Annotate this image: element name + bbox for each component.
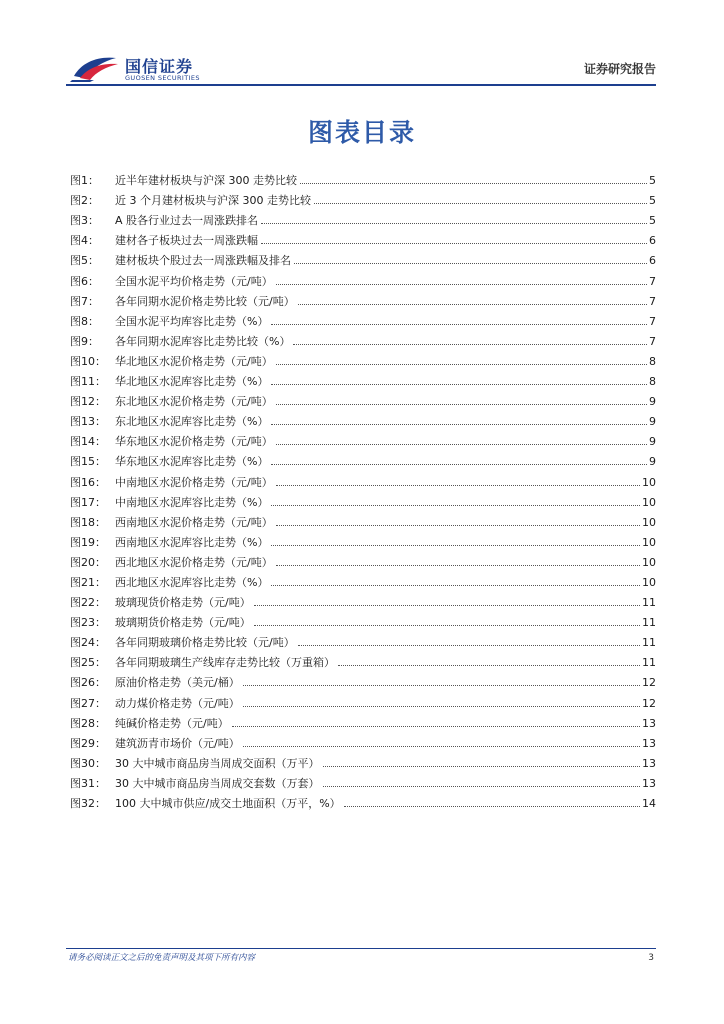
toc-entry-label: 图11： (70, 375, 106, 389)
toc-entry-title: 华北地区水泥价格走势（元/吨） (115, 354, 273, 368)
logo-cn-text: 国信证券 (125, 57, 194, 76)
toc-entry[interactable] (70, 630, 656, 650)
toc-entry-label: 图32： (70, 797, 106, 810)
toc-entry-page: 10 (642, 555, 656, 569)
toc-entry-page: 6 (649, 234, 656, 248)
toc-entry-label: 图18： (70, 515, 106, 529)
toc-entry-page: 12 (642, 676, 656, 690)
toc-entry-leader (254, 625, 640, 626)
toc-entry[interactable] (70, 289, 656, 309)
toc-entry-leader (276, 565, 640, 566)
toc-entry-leader (271, 585, 640, 586)
toc-entry-title: 华东地区水泥价格走势（元/吨） (115, 435, 273, 449)
toc-entry-page: 13 (642, 756, 656, 770)
toc-entry-title: 动力煤价格走势（元/吨） (115, 696, 240, 710)
toc-entry-leader (261, 223, 647, 224)
toc-entry-leader (276, 485, 640, 486)
toc-entry-label: 图24： (70, 636, 106, 650)
toc-entry[interactable] (70, 188, 656, 208)
toc-entry-title: 建材板块个股过去一周涨跌幅及排名 (115, 254, 291, 268)
toc-entry-leader (276, 364, 647, 365)
toc-entry-title: 全国水泥平均库容比走势（%） (115, 314, 269, 328)
toc-entry-title: 100 大中城市供应/成交土地面积（万平，%） (115, 797, 341, 810)
toc-entry-page: 10 (642, 495, 656, 509)
toc-entry-page: 11 (642, 656, 656, 670)
toc-entry-label: 图27： (70, 696, 106, 710)
toc-entry-page: 8 (649, 354, 656, 368)
toc-entry-page: 9 (649, 395, 656, 409)
toc-entry[interactable] (70, 449, 656, 469)
toc-entry-page: 9 (649, 455, 656, 469)
toc-entry[interactable] (70, 771, 656, 791)
footer-divider (66, 948, 656, 949)
toc-entry-page: 7 (649, 294, 656, 308)
toc-entry-label: 图1： (70, 174, 99, 188)
toc-entry-leader (243, 746, 640, 747)
toc-entry-label: 图2： (70, 194, 99, 208)
toc-entry[interactable] (70, 550, 656, 570)
toc-entry-page: 10 (642, 535, 656, 549)
toc-entry-label: 图26： (70, 676, 106, 690)
toc-entry[interactable] (70, 590, 656, 610)
toc-entry-title: 东北地区水泥价格走势（元/吨） (115, 395, 273, 409)
toc-entry-title: 原油价格走势（美元/桶） (115, 676, 240, 690)
toc-entry-title: 建材各子板块过去一周涨跌幅 (115, 234, 258, 248)
toc-entry-label: 图17： (70, 495, 106, 509)
toc-entry-leader (293, 344, 647, 345)
toc-entry-label: 图4： (70, 234, 99, 248)
toc-entry-leader (271, 384, 647, 385)
page-header (70, 50, 656, 86)
footer-disclaimer: 请务必阅读正文之后的免责声明及其项下所有内容 (68, 953, 256, 963)
toc-entry-page: 9 (649, 435, 656, 449)
toc-entry-title: 各年同期玻璃生产线库存走势比较（万重箱） (115, 656, 335, 670)
toc-entry[interactable] (70, 469, 656, 489)
toc-entry[interactable] (70, 369, 656, 389)
toc-entry-title: 各年同期水泥库容比走势比较（%） (115, 334, 291, 348)
toc-entry-label: 图30： (70, 756, 106, 770)
toc-entry-label: 图23： (70, 616, 106, 630)
toc-entry-page: 13 (642, 736, 656, 750)
toc-entry-page: 14 (642, 797, 656, 810)
toc-entry-label: 图29： (70, 736, 106, 750)
toc-entry-leader (323, 786, 641, 787)
toc-list (70, 168, 656, 811)
toc-entry-label: 图31： (70, 776, 106, 790)
toc-entry-title: A 股各行业过去一周涨跌排名 (115, 214, 259, 228)
toc-entry-leader (271, 464, 647, 465)
toc-entry-page: 5 (649, 194, 656, 208)
toc-entry[interactable] (70, 349, 656, 369)
toc-entry-page: 11 (642, 596, 656, 610)
toc-entry[interactable] (70, 268, 656, 288)
toc-title: 图表目录 (307, 118, 416, 147)
toc-entry-page: 13 (642, 716, 656, 730)
toc-entry[interactable] (70, 751, 656, 771)
toc-entry-leader (243, 685, 640, 686)
toc-entry-title: 30 大中城市商品房当周成交面积（万平） (115, 756, 320, 770)
toc-entry-leader (298, 304, 647, 305)
toc-entry-label: 图19： (70, 535, 106, 549)
toc-entry-page: 10 (642, 515, 656, 529)
toc-entry-title: 中南地区水泥价格走势（元/吨） (115, 475, 273, 489)
toc-entry-leader (261, 243, 647, 244)
toc-entry-leader (276, 284, 647, 285)
guosen-logo-mark-icon (70, 52, 122, 82)
toc-entry-label: 图5： (70, 254, 99, 268)
toc-entry-title: 全国水泥平均价格走势（元/吨） (115, 274, 273, 288)
toc-entry-page: 6 (649, 254, 656, 268)
toc-entry-title: 近半年建材板块与沪深 300 走势比较 (115, 174, 297, 188)
toc-entry-title: 各年同期水泥价格走势比较（元/吨） (115, 294, 295, 308)
toc-entry-leader (298, 645, 640, 646)
report-type: 证券研究报告 (583, 62, 656, 76)
toc-entry-label: 图21： (70, 575, 106, 589)
toc-entry-title: 近 3 个月建材板块与沪深 300 走势比较 (115, 194, 311, 208)
toc-entry-leader (338, 665, 640, 666)
toc-entry-title: 东北地区水泥库容比走势（%） (115, 415, 269, 429)
toc-entry[interactable] (70, 490, 656, 510)
toc-entry[interactable] (70, 248, 656, 268)
toc-entry[interactable] (70, 429, 656, 449)
toc-entry[interactable] (70, 530, 656, 550)
toc-entry-title: 西南地区水泥库容比走势（%） (115, 535, 269, 549)
toc-entry-leader (276, 525, 640, 526)
toc-entry-leader (271, 324, 647, 325)
toc-entry-page: 7 (649, 334, 656, 348)
toc-entry-page: 10 (642, 475, 656, 489)
toc-entry-label: 图9： (70, 334, 99, 348)
toc-entry-page: 5 (649, 174, 656, 188)
toc-entry[interactable] (70, 690, 656, 710)
toc-entry-label: 图13： (70, 415, 106, 429)
toc-entry-label: 图14： (70, 435, 106, 449)
toc-entry-leader (271, 545, 640, 546)
toc-entry[interactable] (70, 168, 656, 188)
toc-entry-leader (243, 706, 640, 707)
toc-entry[interactable] (70, 510, 656, 530)
toc-entry-label: 图22： (70, 596, 106, 610)
toc-entry-title: 30 大中城市商品房当周成交套数（万套） (115, 776, 320, 790)
toc-entry-label: 图16： (70, 475, 106, 489)
toc-entry-label: 图3： (70, 214, 99, 228)
toc-entry-title: 西北地区水泥价格走势（元/吨） (115, 555, 273, 569)
toc-entry-title: 西南地区水泥价格走势（元/吨） (115, 515, 273, 529)
toc-entry-label: 图25： (70, 656, 106, 670)
toc-entry[interactable] (70, 228, 656, 248)
toc-entry-leader (276, 404, 647, 405)
toc-entry-leader (276, 444, 647, 445)
toc-entry-page: 11 (642, 616, 656, 630)
toc-entry-leader (294, 263, 647, 264)
toc-entry-page: 9 (649, 415, 656, 429)
toc-entry-leader (271, 505, 640, 506)
toc-entry-label: 图20： (70, 555, 106, 569)
guosen-logo (70, 50, 200, 84)
toc-entry[interactable] (70, 309, 656, 329)
toc-entry-page: 13 (642, 776, 656, 790)
toc-entry-label: 图28： (70, 716, 106, 730)
toc-entry-label: 图15： (70, 455, 106, 469)
toc-entry-page: 5 (649, 214, 656, 228)
toc-entry[interactable] (70, 389, 656, 409)
toc-entry[interactable] (70, 329, 656, 349)
toc-entry[interactable] (70, 650, 656, 670)
toc-entry[interactable] (70, 731, 656, 751)
toc-entry-label: 图7： (70, 294, 99, 308)
toc-entry-title: 华东地区水泥库容比走势（%） (115, 455, 269, 469)
toc-entry-leader (344, 806, 640, 807)
toc-entry-page: 12 (642, 696, 656, 710)
toc-entry-title: 各年同期玻璃价格走势比较（元/吨） (115, 636, 295, 650)
toc-entry-title: 西北地区水泥库容比走势（%） (115, 575, 269, 589)
toc-entry-page: 10 (642, 575, 656, 589)
toc-entry-leader (232, 726, 640, 727)
toc-entry-label: 图8： (70, 314, 99, 328)
toc-entry[interactable] (70, 610, 656, 630)
toc-entry-title: 玻璃现货价格走势（元/吨） (115, 596, 251, 610)
toc-entry-title: 玻璃期货价格走势（元/吨） (115, 616, 251, 630)
toc-entry[interactable] (70, 670, 656, 690)
toc-entry-title: 华北地区水泥库容比走势（%） (115, 375, 269, 389)
toc-entry[interactable] (70, 711, 656, 731)
toc-entry-leader (314, 203, 647, 204)
toc-entry-label: 图10： (70, 354, 106, 368)
header-divider (66, 84, 656, 86)
toc-entry-leader (254, 605, 640, 606)
toc-entry[interactable] (70, 208, 656, 228)
toc-entry-title: 中南地区水泥库容比走势（%） (115, 495, 269, 509)
toc-entry-label: 图6： (70, 274, 99, 288)
toc-entry-leader (271, 424, 647, 425)
toc-entry-page: 8 (649, 375, 656, 389)
toc-entry-title: 纯碱价格走势（元/吨） (115, 716, 229, 730)
logo-en-text: GUOSEN SECURITIES (125, 74, 200, 82)
toc-entry[interactable] (70, 570, 656, 590)
page-number: 3 (648, 953, 654, 963)
toc-entry-label: 图12： (70, 395, 106, 409)
toc-entry[interactable] (70, 791, 656, 811)
toc-entry-leader (323, 766, 641, 767)
toc-entry-title: 建筑沥青市场价（元/吨） (115, 736, 240, 750)
toc-entry-page: 11 (642, 636, 656, 650)
toc-entry-page: 7 (649, 314, 656, 328)
toc-entry[interactable] (70, 409, 656, 429)
toc-entry-leader (300, 183, 647, 184)
toc-entry-page: 7 (649, 274, 656, 288)
